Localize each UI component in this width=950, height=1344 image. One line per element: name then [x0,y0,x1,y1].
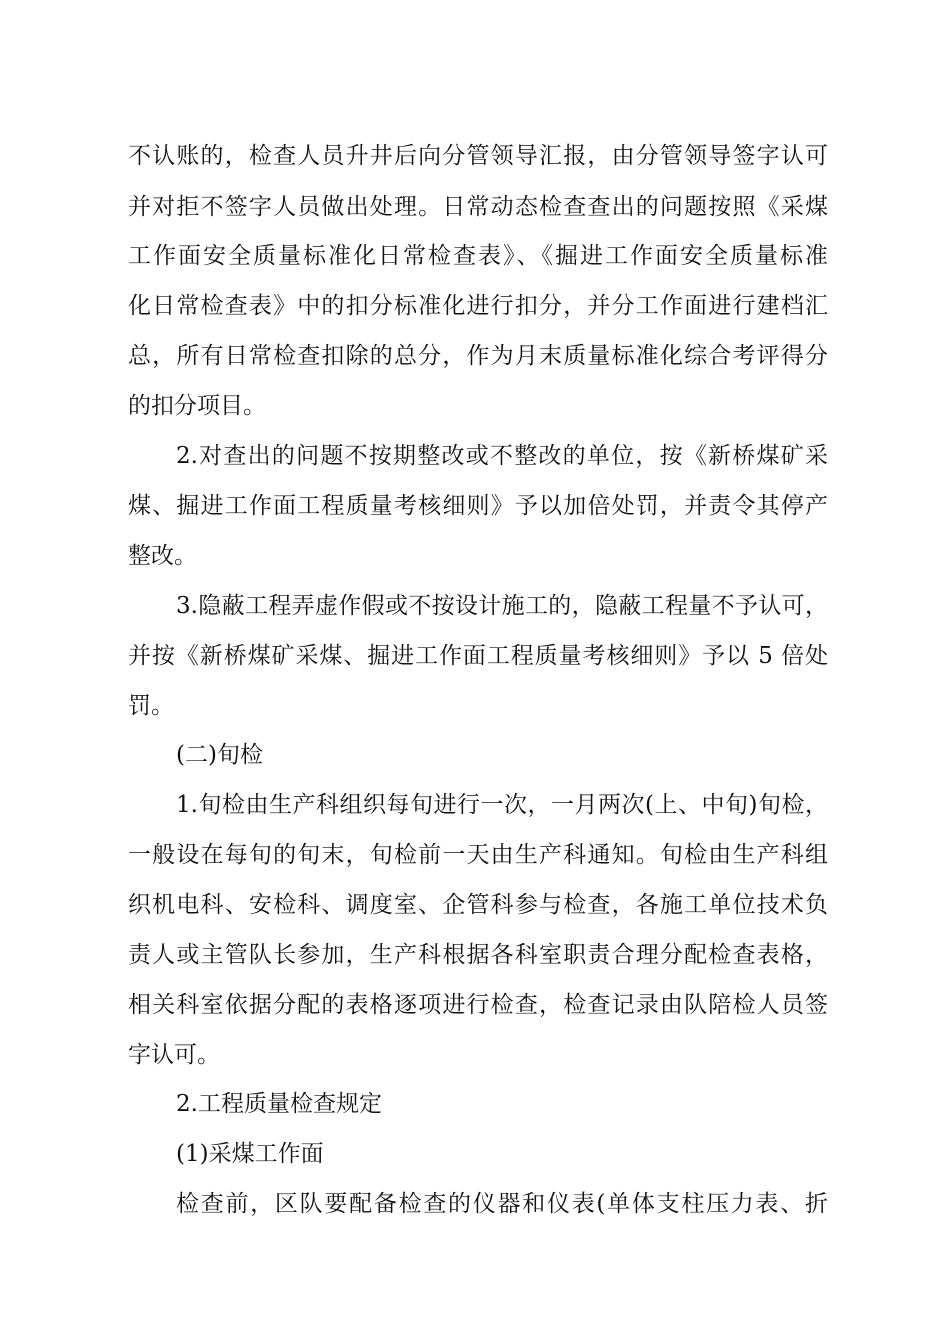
text-line: 一般设在每旬的旬末，旬检前一天由生产科通知。旬检由生产科组 [128,842,828,868]
text-line: 责人或主管队长参加，生产科根据各科室职责合理分配检查表格， [128,942,828,968]
text-line: 罚。 [128,693,174,719]
text-line: 字认可。 [128,1042,220,1068]
text-line: 整改。 [128,543,197,569]
text-line: 工作面安全质量标准化日常检查表》、《掘进工作面安全质量标准 [128,243,828,269]
text-line: 化日常检查表》中的扣分标准化进行扣分，并分工作面进行建档汇 [128,293,828,319]
text-line: 煤、掘进工作面工程质量考核细则》予以加倍处罚，并责令其停产 [128,493,828,519]
section-heading: (二)旬检 [176,742,263,768]
subsection-heading: 2.工程质量检查规定 [176,1091,382,1117]
text-line: 并对拒不签字人员做出处理。日常动态检查查出的问题按照《采煤 [128,194,828,220]
paragraph-first-line: 2.对查出的问题不按期整改或不整改的单位，按《新桥煤矿采 [176,443,828,469]
paragraph-first-line: 3.隐蔽工程弄虚作假或不按设计施工的，隐蔽工程量不予认可， [176,593,828,619]
subsection-heading: (1)采煤工作面 [176,1141,324,1167]
paragraph-first-line: 1.旬检由生产科组织每旬进行一次，一月两次(上、中旬)旬检， [176,792,828,818]
text-line: 相关科室依据分配的表格逐项进行检查，检查记录由队陪检人员签 [128,992,828,1018]
text-line: 不认账的，检查人员升井后向分管领导汇报，由分管领导签字认可 [128,143,828,169]
text-line: 织机电科、安检科、调度室、企管科参与检查，各施工单位技术负 [128,892,828,918]
text-line: 并按《新桥煤矿采煤、掘进工作面工程质量考核细则》予以 5 倍处 [128,643,828,669]
text-line: 总，所有日常检查扣除的总分，作为月末质量标准化综合考评得分 [128,343,828,369]
text-line: 的扣分项目。 [128,393,266,419]
paragraph-first-line: 检查前，区队要配备检查的仪器和仪表(单体支柱压力表、折 [176,1191,828,1217]
